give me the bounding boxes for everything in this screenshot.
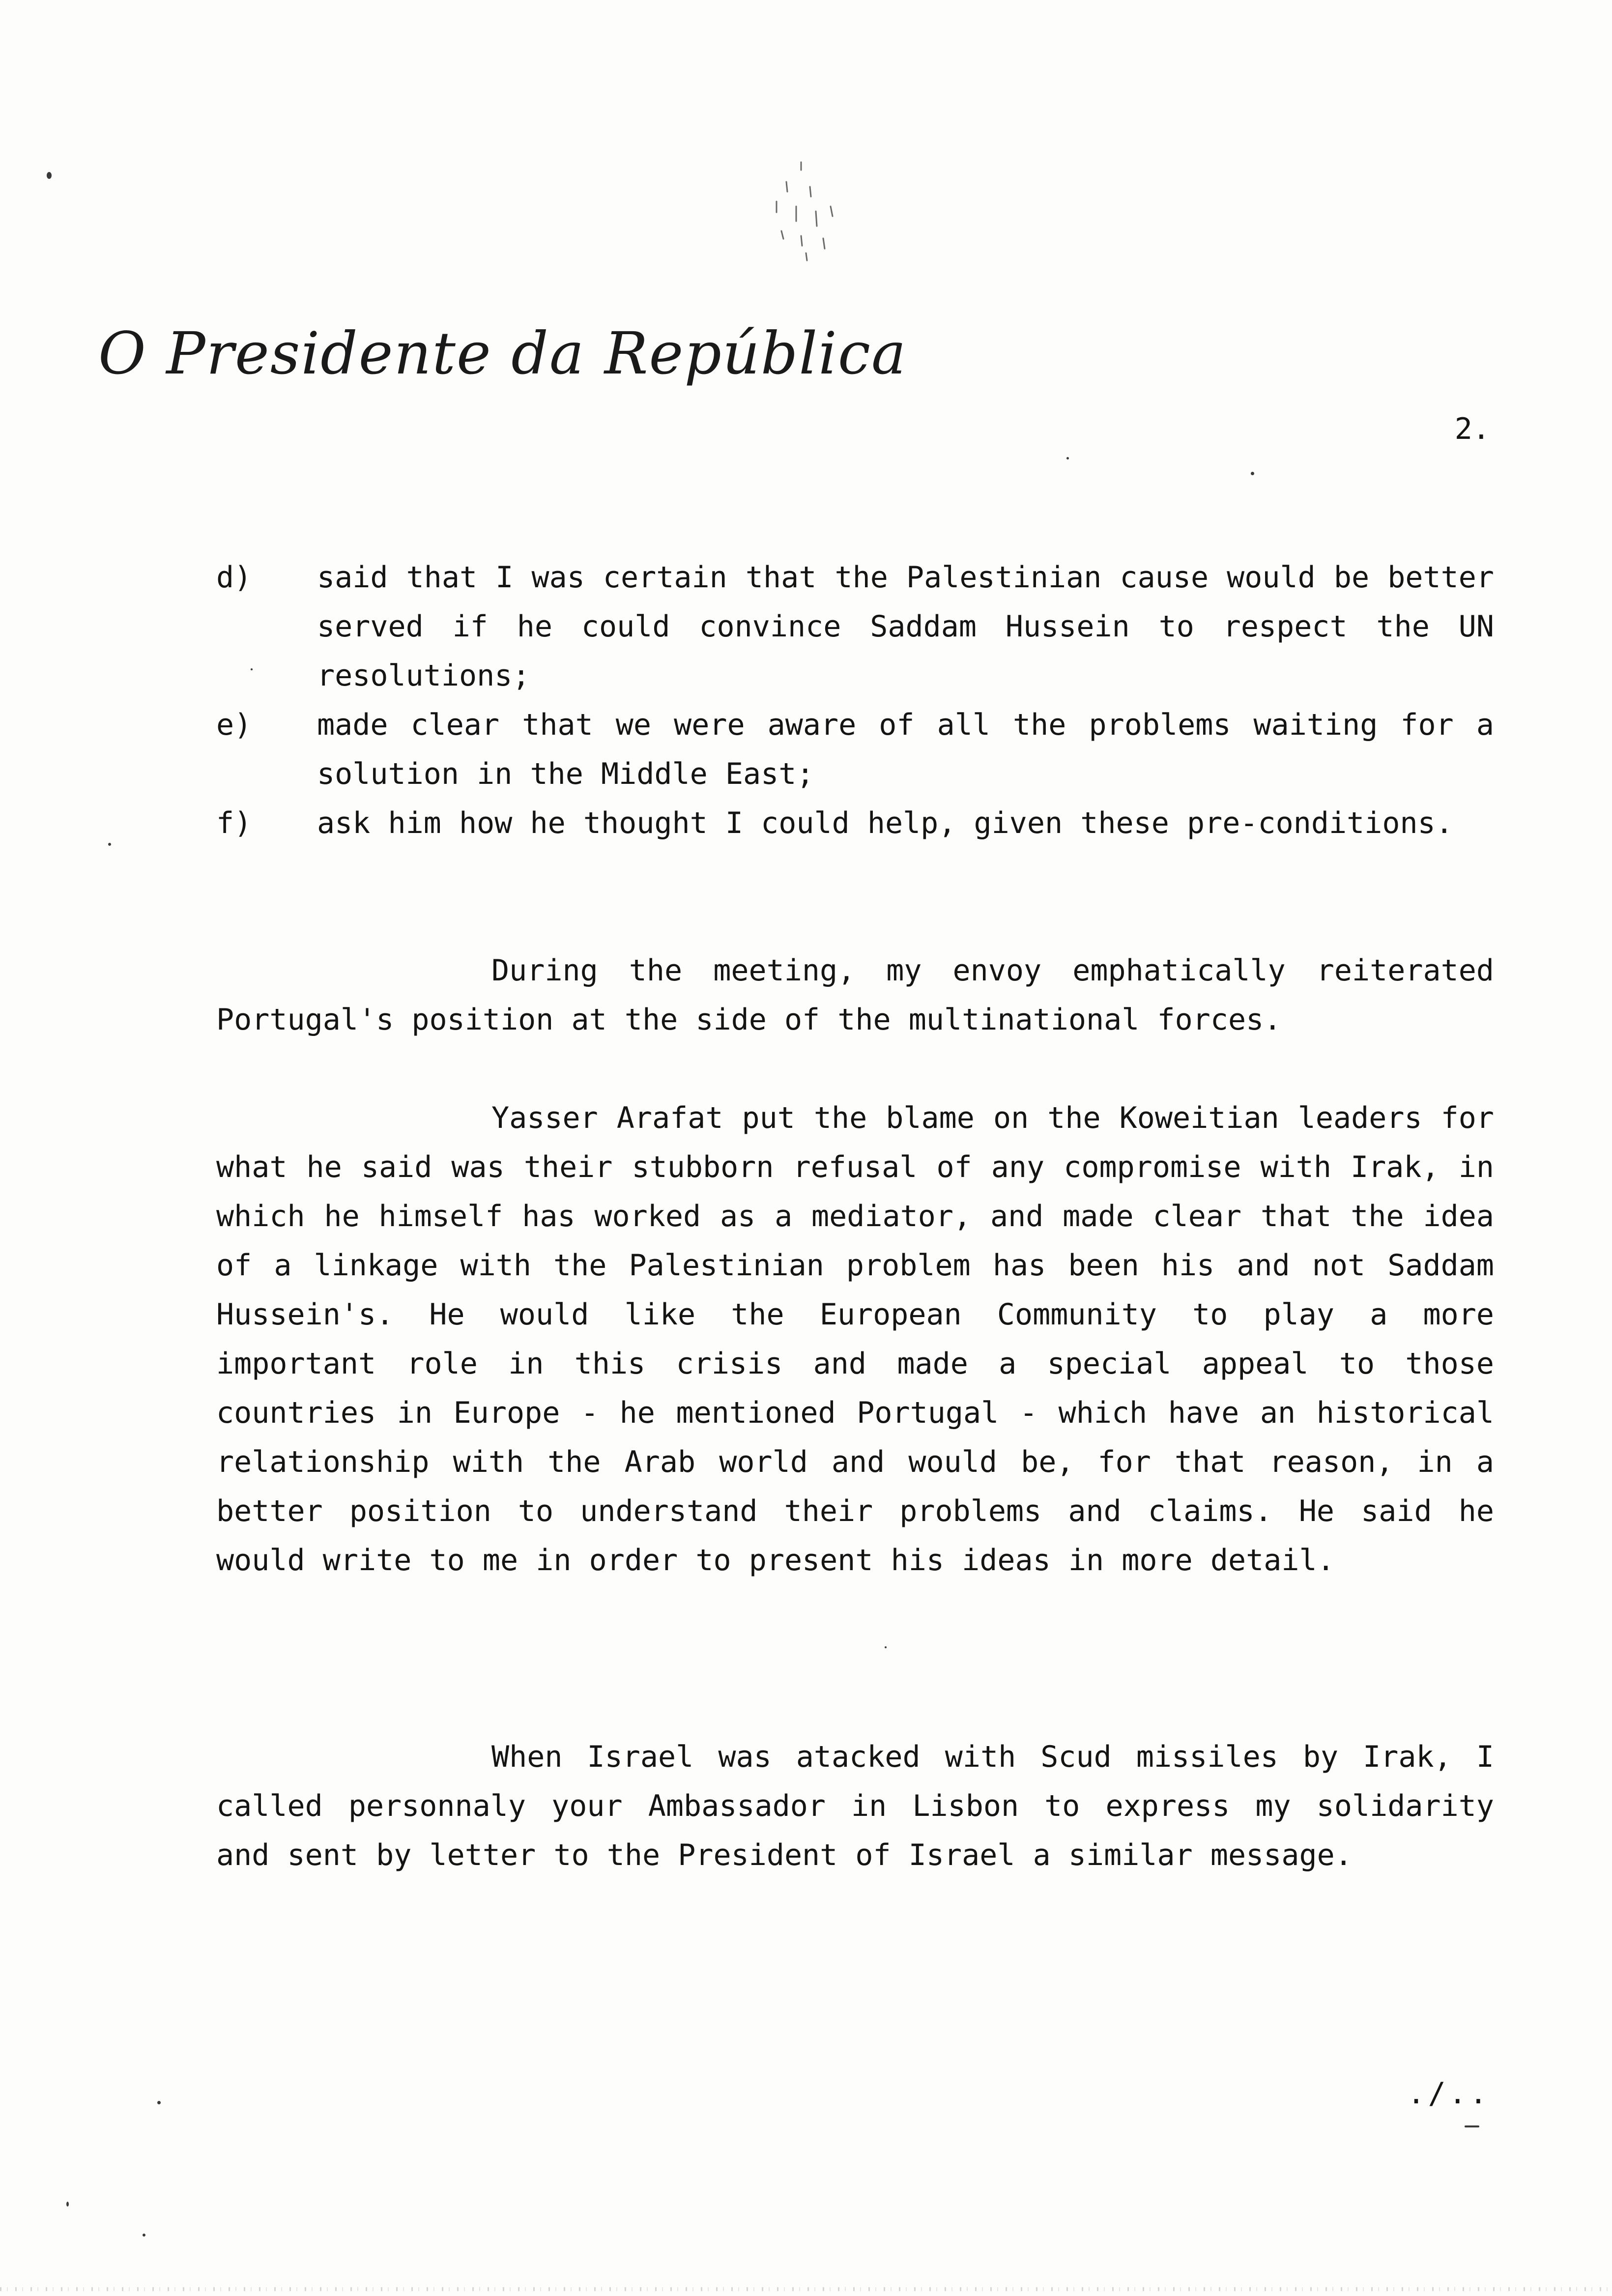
list-item — [216, 700, 1494, 799]
paragraph-text: During the meeting, my envoy emphatically reiterated Portugal's position at the side of the multinational forces. — [216, 953, 1494, 1037]
scan-edge-noise — [0, 2287, 1612, 2291]
page-number: 2. — [1454, 412, 1490, 446]
continuation-mark: ./.. — [1407, 2076, 1490, 2111]
list-item-text: ask him how he thought I could help, given these pre-conditions. — [317, 806, 1453, 840]
list-marker: f) — [216, 806, 252, 840]
paragraph-text: When Israel was atacked with Scud missiles by Irak, I called personnaly your Ambassador in Lisbon to express my solidarity and sent by letter to the President of Israel a similar message. — [216, 1740, 1494, 1872]
list-marker: e) — [216, 708, 252, 742]
list-marker: d) — [216, 560, 252, 595]
list-item-text: made clear that we were aware of all the problems waiting for a solution in the Middle East; — [317, 708, 1494, 791]
paragraph-israel — [216, 1732, 1494, 1880]
embossed-seal-mark — [727, 152, 875, 270]
paragraph-arafat — [216, 1093, 1494, 1585]
paragraph-meeting — [216, 946, 1494, 1044]
letterhead-title: O Presidente da República — [98, 319, 907, 387]
list-item-text: said that I was certain that the Palestinian cause would be better served if he could convince Saddam Hussein to respect the UN resolutions; — [317, 560, 1494, 693]
list-item — [216, 553, 1494, 700]
action-list — [216, 553, 1494, 848]
paragraph-text: Yasser Arafat put the blame on the Koweitian leaders for what he said was their stubborn refusal of any compromise with Irak, in which he himself has worked as a mediator, and made clear that the idea of a linkage with the Palestinian problem has been his and not Saddam Hussein's. He would like the European Community to play a more important role in this crisis and made a special appeal to those countries in Europe - he mentioned Portugal - which have an historical relationship with the Arab world and would be, for that reason, in a better position to understand their problems and claims. He said he would write to me in order to present his ideas in more detail. — [216, 1101, 1494, 1578]
list-item — [216, 799, 1494, 848]
